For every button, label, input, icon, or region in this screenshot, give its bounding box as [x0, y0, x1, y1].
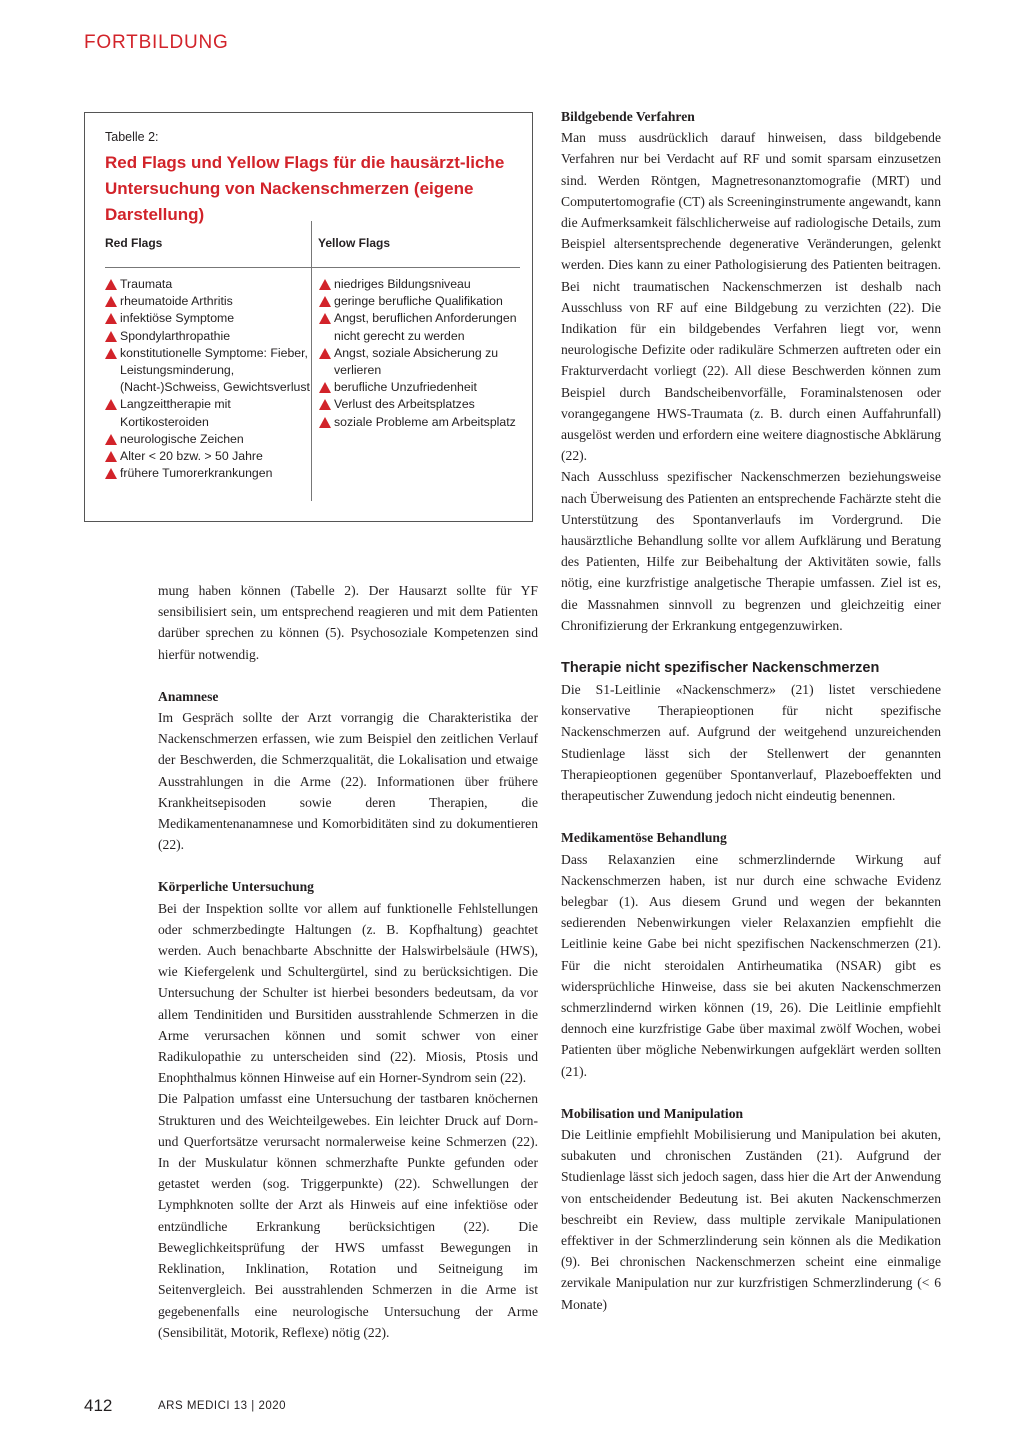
red-triangle-icon [319, 382, 331, 393]
yellow-flags-list [319, 276, 519, 431]
red-flag-item: konstitutionelle Symptome: Fieber, Leistungsminderung, (Nacht-)Schweiss, Gewichtsverlust [105, 345, 310, 397]
red-flag-item: frühere Tumorerkrankungen [105, 465, 310, 482]
red-flags-heading: Red Flags [105, 236, 163, 250]
body-paragraph: Die Palpation umfasst eine Untersuchung der tastbaren knöchernen Strukturen und des Weichteilgewebes. Ein leichter Druck auf Dorn- und Querfortsätze verursacht normalerweise keine Schmerzen (22). In der Muskulatur können schmerzhafte Punkte gefunden oder getastet werden (sog. Triggerpunkte) (22). Schwellungen der Lymphknoten sollte der Arzt als Hinweis auf eine infektiöse oder entzündliche Erkrankung berücksichtigen (22). Die Beweglichkeitsprüfung der HWS umfasst Bewegungen in Reklination, Inklination, Rotation und Seitneigung im Seitenvergleich. Bei ausstrahlenden Schmerzen in die Arme ist gegebenenfalls eine neurologische Untersuchung der Arme (Sensibilität, Motorik, Reflexe) nötig (22). [158, 1091, 538, 1340]
red-flag-item: Traumata [105, 276, 310, 293]
red-flag-item: infektiöse Symptome [105, 310, 310, 327]
red-flag-item: Alter < 20 bzw. > 50 Jahre [105, 448, 310, 465]
red-triangle-icon [105, 331, 117, 342]
red-triangle-icon [105, 348, 117, 359]
red-flag-item: neurologische Zeichen [105, 431, 310, 448]
red-triangle-icon [105, 313, 117, 324]
red-triangle-icon [319, 313, 331, 324]
red-triangle-icon [319, 399, 331, 410]
red-triangle-icon [105, 434, 117, 445]
subheading-bildgebende-verfahren: Bildgebende Verfahren [561, 109, 695, 124]
body-paragraph: Dass Relaxanzien eine schmerzlindernde Wirkung auf Nackenschmerzen haben, ist nur durch eine schwache Evidenz belegbar (1). Aus diesem Grund und wegen der bekannten sedierenden Nebenwirkungen vieler Relaxanzien empfiehlt die Leitlinie keine Gabe bei nicht spezifischen Nackenschmerzen (21). Für die nicht steroidalen Antirheumatika (NSAR) gibt es widersprüchliche Hinweise, dass sie bei akuten Nackenschmerzen schmerzlindernd wirken können (19, 26). Die Leitlinie empfiehlt dennoch eine kurzfristige Gabe über maximal zwölf Wochen, wobei Patienten über mögliche Nebenwirkungen aufgeklärt werden sollten (21). [561, 851, 941, 1079]
red-flags-list [105, 276, 310, 482]
red-triangle-icon [319, 279, 331, 290]
subheading-medikamentoese-behandlung: Medikamentöse Behandlung [561, 830, 727, 846]
section-header: FORTBILDUNG [84, 32, 229, 53]
table-label: Tabelle 2: [105, 130, 159, 144]
red-flag-item: Spondylarthropathie [105, 328, 310, 345]
table-title: Red Flags und Yellow Flags für die hausärzt-liche Untersuchung von Nackenschmerzen (eigene Darstellung) [105, 153, 505, 224]
page-number: 412 [84, 1396, 113, 1415]
red-flag-item: Langzeittherapie mit Kortikosteroiden [105, 396, 310, 430]
body-paragraph: mung haben können (Tabelle 2). Der Hausarzt sollte für YF sensibilisiert sein, um entsprechend reagieren und mit dem Patienten darüber sprechen zu können (5). Psychosoziale Kompetenzen sind hierfür notwendig. [158, 583, 538, 662]
red-triangle-icon [319, 417, 331, 428]
body-paragraph: Im Gespräch sollte der Arzt vorrangig die Charakteristika der Nackenschmerzen erfassen, wie zum Beispiel den zeitlichen Verlauf der Beschwerden, die Schmerzqualität, die Lokalisation und etwaige Ausstrahlungen in die Arme (22). Informationen über frühere Krankheitsepisoden sowie deren Therapien, die Medikamentenanamnese und Komorbiditäten sind zu dokumentieren (22). [158, 710, 538, 853]
subheading-koerperliche-untersuchung: Körperliche Untersuchung [158, 879, 314, 895]
yellow-flag-item: Angst, beruflichen Anforderungen nicht gerecht zu werden [319, 310, 519, 344]
subheading-mobilisation: Mobilisation und Manipulation [561, 1105, 744, 1121]
body-paragraph: Die Leitlinie empfiehlt Mobilisierung und Manipulation bei akuten, subakuten und chronischen Zuständen (21). Aufgrund der Studienlage lässt sich jedoch sagen, dass hier die Art der Anwendung von entscheidender Bedeutung ist. Bei akuten Nackenschmerzen beschreibt ein Review, dass multiple zervikale Manipulationen effektiver in der Schmerzlinderung sein können als die Medikation (9). Bei chronischen Nackenschmerzen scheint eine einmalige zervikale Manipulation nur zur kurzfristigen Schmerzlinderung (< 6 Monate) [561, 1126, 941, 1312]
red-triangle-icon [105, 399, 117, 410]
yellow-flag-item: niedriges Bildungsniveau [319, 276, 519, 293]
red-triangle-icon [105, 451, 117, 462]
yellow-flags-heading: Yellow Flags [318, 236, 391, 250]
body-paragraph: Nach Ausschluss spezifischer Nackenschmerzen beziehungsweise nach Überweisung des Patienten an entsprechende Fachärzte steht die Unterstützung des Spontanverlaufs im Vordergrund. Die hausärztliche Behandlung sollte vor allem Aufklärung und Beratung des Patienten, Hilfe zur Beibehaltung der Aktivitäten sowie, falls nötig, eine kurzfristige analgetische Therapie umfassen. Ziel ist es, die Massnahmen sinnvoll zu begrenzen und gleichzeitig einer Chronifizierung der Erkrankung entgegenzuwirken. [561, 469, 941, 633]
body-paragraph: Die S1-Leitlinie «Nackenschmerz» (21) listet verschiedene konservative Therapieoptionen für nicht spezifische Nackenschmerzen auf. Aufgrund der weitgehend unzureichenden Studienlage lässt sich der Stellenwert der genannten Therapieoptionen gegenüber Spontanverlauf, Plazeboeffekten und therapeutischer Zuwendung jedoch nicht eindeutig benennen. [561, 682, 941, 804]
yellow-flag-item: soziale Probleme am Arbeitsplatz [319, 414, 519, 431]
journal-citation: ARS MEDICI 13 | 2020 [158, 1400, 287, 1412]
yellow-flag-item: geringe berufliche Qualifikation [319, 293, 519, 310]
red-triangle-icon [105, 468, 117, 479]
red-triangle-icon [105, 279, 117, 290]
body-paragraph: Bei der Inspektion sollte vor allem auf funktionelle Fehlstellungen oder schmerzbedingte Haltungen (z. B. Kopfhaltung) geachtet werden. Auch benachbarte Abschnitte der Halswirbelsäule (HWS), wie Kiefergelenk und Schultergürtel, sind zu berücksichtigen. Die Untersuchung der Schulter ist hierbei besonders bedeutsam, da vor allem Tendinitiden und Bursitiden ausstrahlende Schmerzen in die Arme verursachen können und somit schwer von einer Radikulopathie zu unterscheiden sind (22). Miosis, Ptosis und Enophthalmus können Hinweise auf ein Horner-Syndrom sein (22). [158, 900, 538, 1086]
left-column [158, 580, 538, 1343]
section-heading-therapie: Therapie nicht spezifischer Nackenschmerzen [561, 660, 880, 677]
table-2-box [84, 112, 533, 522]
yellow-flag-item: Angst, soziale Absicherung zu verlieren [319, 345, 519, 379]
column-divider [311, 221, 312, 501]
red-triangle-icon [319, 348, 331, 359]
body-paragraph: Man muss ausdrücklich darauf hinweisen, dass bildgebende Verfahren nur bei Verdacht auf RF und somit sparsam einzusetzen sind. Werden Röntgen, Magnetresonanztomografie (MRT) und Computertomografie (CT) als Screeninginstrumente angewandt, kann die Aufmerksamkeit fälschlicherweise auf radiologische Details, zum Beispiel altersentsprechende degenerative Veränderungen, gelenkt werden. Dies kann zu einer Pathologisierung des Patienten beitragen. Bei nicht traumatischen Nackenschmerzen ist deshalb nach Ausschluss von RF auf eine Bildgebung zu verzichten (22). Die Indikation für ein bildgebendes Verfahren liegt vor, wenn neurologische Defizite oder radikuläre Schmerzen auftreten oder ein Frakturverdacht vorliegt (22). All diese Beschwerden können zum Beispiel durch Bandscheibenvorfälle, Foraminalstenosen oder vorangegangene HWS-Traumata (z. B. durch einen Auffahrunfall) ausgelöst werden und erfordern eine weitere diagnostische Abklärung (22). [561, 130, 941, 464]
yellow-flag-item: Verlust des Arbeitsplatzes [319, 396, 519, 413]
red-triangle-icon [319, 296, 331, 307]
yellow-flag-item: berufliche Unzufriedenheit [319, 379, 519, 396]
red-triangle-icon [105, 296, 117, 307]
header-divider [105, 267, 520, 268]
red-flag-item: rheumatoide Arthritis [105, 293, 310, 310]
right-column [561, 106, 941, 1315]
subheading-anamnese: Anamnese [158, 688, 219, 704]
